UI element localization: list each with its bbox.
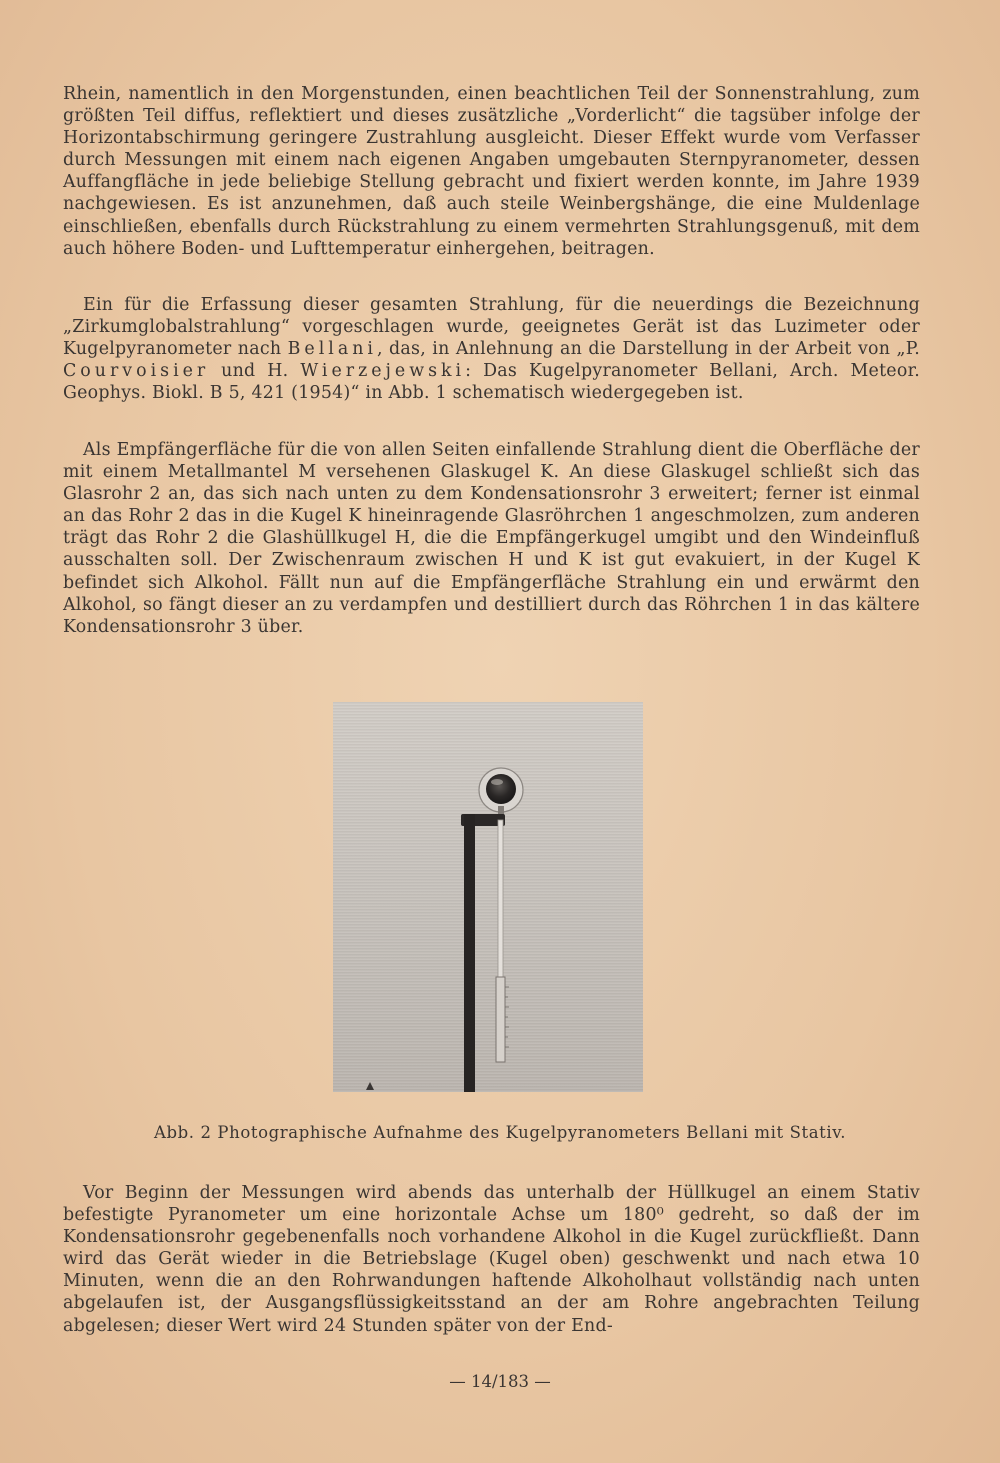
receiver-sphere bbox=[486, 774, 516, 804]
author-name-courvoisier: Courvoisier bbox=[63, 361, 210, 382]
paragraph-3-text: Als Empfängerfläche für die von allen Seiten einfallende Strahlung dient die Oberfläche der mit einem Metallmantel M versehenen Glaskugel K. An diese Glaskugel schließt sich das Glasrohr 2 an, das sich nach unten zu dem Kondensationsrohr 3 erweitert; ferner ist einmal an das Rohr 2 das in die Kugel K hineinragende Glasröhrchen 1 angeschmolzen, zum anderen trägt das Rohr 2 die Glashüllkugel H, die die Empfängerkugel umgibt und den Windeinfluß ausschalten soll. Der Zwischenraum zwischen H und K ist gut evakuiert, in der Kugel K befindet sich Alkohol. Fällt nun auf die Empfängerfläche Strahlung ein und erwärmt den Alkohol, so fängt dieser an zu verdampfen und destilliert durch das Röhrchen 1 in das kältere Kondensationsrohr 3 über. bbox=[63, 440, 920, 637]
paragraph-2-text-c: und H. bbox=[209, 361, 301, 382]
condensation-tube bbox=[496, 977, 505, 1062]
paragraph-2-text-b: , das, in Anlehnung an die Darstellung in der Arbeit von „P. bbox=[376, 339, 921, 360]
pyranometer-photograph bbox=[333, 702, 643, 1092]
page-number: — 14/183 — bbox=[449, 1372, 551, 1391]
paragraph-2 bbox=[63, 294, 920, 404]
paragraph-3 bbox=[63, 439, 920, 638]
pyranometer-photo-image bbox=[333, 702, 643, 1092]
paragraph-1 bbox=[63, 83, 920, 260]
stand-rod bbox=[464, 814, 475, 1092]
author-name-wierzejewski: Wierzejewski bbox=[300, 361, 466, 382]
paragraph-4 bbox=[63, 1182, 920, 1337]
figure-caption: Abb. 2 Photographische Aufnahme des Kugelpyranometers Bellani mit Stativ. bbox=[153, 1123, 847, 1142]
paragraph-2-text-a: Ein für die Erfassung dieser gesamten Strahlung, für die neuerdings die Bezeichnung „Zirkumglobalstrahlung“ vorgeschlagen wurde, geeignetes Gerät ist das Luzimeter oder Kugelpyranometer nach bbox=[63, 295, 920, 360]
paragraph-2-text-d: : Das Kugelpyranometer Bellani, Arch. Meteor. Geophys. Biokl. B 5, 421 (1954)“ in Abb. 1 schematisch wiedergegeben ist. bbox=[63, 361, 920, 404]
author-name-bellani: Bellani bbox=[287, 339, 377, 360]
paragraph-1-text: Rhein, namentlich in den Morgenstunden, einen beachtlichen Teil der Sonnenstrahlung, zum größten Teil diffus, reflektiert und dieses zusätzliche „Vorderlicht“ die tagsüber infolge der Horizontabschirmung geringere Zustrahlung ausgleicht. Dieser Effekt wurde vom Verfasser durch Messungen mit einem nach eigenen Angaben umgebauten Sternpyranometer, dessen Auffangfläche in jede beliebige Stellung gebracht und fixiert werden konnte, im Jahre 1939 nachgewiesen. Es ist anzunehmen, daß auch steile Weinbergshänge, die eine Muldenlage einschließen, ebenfalls durch Rückstrahlung zu einem vermehrten Strahlungsgenuß, mit dem auch höhere Boden- und Lufttemperatur einhergehen, beitragen. bbox=[63, 84, 920, 259]
paragraph-4-text: Vor Beginn der Messungen wird abends das unterhalb der Hüllkugel an einem Stativ befestigte Pyranometer um eine horizontale Achse um 180⁰ gedreht, so daß der im Kondensationsrohr gegebenenfalls noch vorhandene Alkohol in die Kugel zurückfließt. Dann wird das Gerät wieder in die Betriebslage (Kugel oben) geschwenkt und nach etwa 10 Minuten, wenn die an den Rohrwandungen haftende Alkoholhaut vollständig nach unten abgelaufen ist, der Ausgangsflüssigkeitsstand an der am Rohre angebrachten Teilung abgelesen; dieser Wert wird 24 Stunden später von der End- bbox=[63, 1183, 920, 1336]
